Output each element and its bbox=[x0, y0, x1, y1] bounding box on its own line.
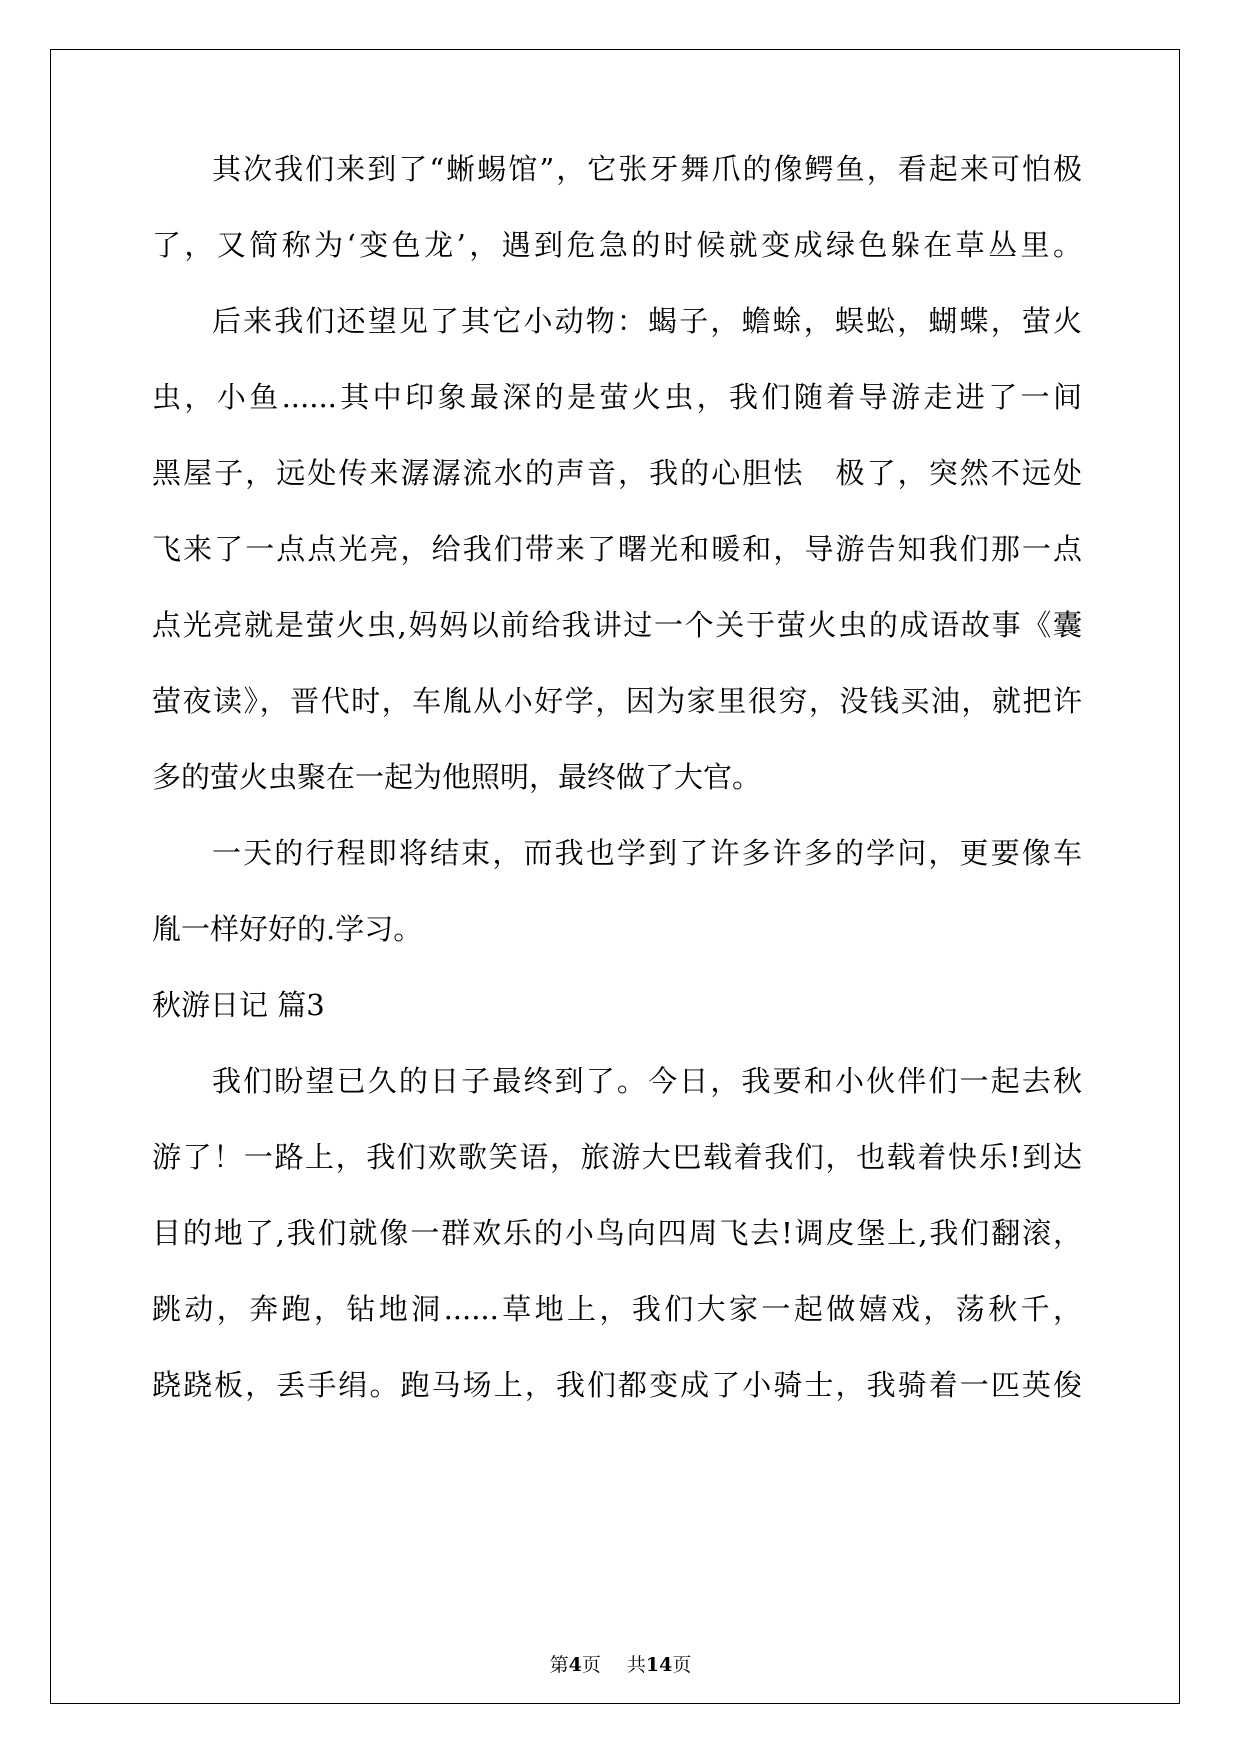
page-number: 4 bbox=[568, 1654, 582, 1676]
total-pages: 14 bbox=[645, 1654, 673, 1676]
text-line: 一天的行程即将结束，而我也学到了许多许多的学问，更要像车 bbox=[212, 836, 1082, 870]
text-line: 了，又简称为‘变色龙’，遇到危急的时候就变成绿色躲在草丛里。 bbox=[152, 228, 1082, 262]
text-line: 点光亮就是萤火虫,妈妈以前给我讲过一个关于萤火虫的成语故事《囊 bbox=[152, 608, 1082, 642]
text-line: 目的地了,我们就像一群欢乐的小鸟向四周飞去!调皮堡上,我们翻滚， bbox=[152, 1216, 1082, 1250]
text-line: 多的萤火虫聚在一起为他照明，最终做了大官。 bbox=[152, 760, 762, 794]
text-line: 飞来了一点点光亮，给我们带来了曙光和暖和，导游告知我们那一点 bbox=[152, 532, 1082, 566]
page-footer bbox=[0, 1652, 1241, 1678]
text-line: 其次我们来到了“蜥蜴馆”，它张牙舞爪的像鳄鱼，看起来可怕极 bbox=[212, 152, 1082, 186]
text-line: 游了！一路上，我们欢歌笑语，旅游大巴载着我们，也载着快乐!到达 bbox=[152, 1140, 1082, 1174]
text-line: 虫，小鱼......其中印象最深的是萤火虫，我们随着导游走进了一间 bbox=[152, 380, 1082, 414]
text-line: 跷跷板，丢手绢。跑马场上，我们都变成了小骑士，我骑着一匹英俊 bbox=[152, 1368, 1082, 1402]
text-line: 萤夜读》，晋代时，车胤从小好学，因为家里很穷，没钱买油，就把许 bbox=[152, 684, 1082, 718]
page-prefix: 第 bbox=[549, 1654, 569, 1676]
total-prefix: 共 bbox=[626, 1654, 646, 1676]
text-line: 后来我们还望见了其它小动物：蝎子，蟾蜍，蜈蚣，蝴蝶，萤火 bbox=[212, 304, 1082, 338]
section-heading: 秋游日记 篇3 bbox=[152, 988, 325, 1022]
text-line: 我们盼望已久的日子最终到了。今日，我要和小伙伴们一起去秋 bbox=[212, 1064, 1082, 1098]
text-line: 跳动，奔跑，钻地洞......草地上，我们大家一起做嬉戏，荡秋千， bbox=[152, 1292, 1082, 1326]
total-unit: 页 bbox=[672, 1654, 692, 1676]
page-unit: 页 bbox=[581, 1654, 601, 1676]
text-line: 黑屋子，远处传来潺潺流水的声音，我的心胆怯 极了，突然不远处 bbox=[152, 456, 1082, 490]
text-line: 胤一样好好的.学习。 bbox=[152, 912, 423, 946]
